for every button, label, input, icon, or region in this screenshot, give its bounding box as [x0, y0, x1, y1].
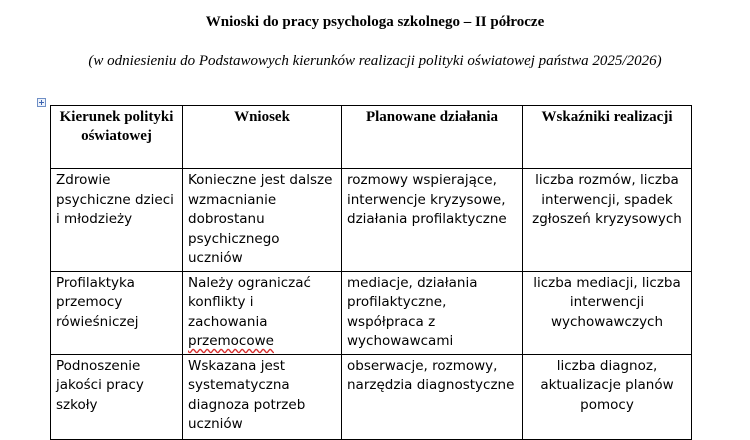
- table-header-row: [51, 106, 692, 169]
- cell-wniosek[interactable]: Wskazana jest systematyczna diagnoza potrzeb uczniów: [183, 354, 342, 439]
- header-wniosek: Wniosek: [183, 106, 342, 169]
- cell-kierunek[interactable]: Profilaktyka przemocy rówieśniczej: [51, 271, 183, 354]
- table-row: [51, 169, 692, 272]
- cell-wskazniki[interactable]: liczba rozmów, liczba interwencji, spadek zgłoszeń kryzysowych: [523, 169, 692, 272]
- cell-kierunek[interactable]: Zdrowie psychiczne dzieci i młodzieży: [51, 169, 183, 272]
- cell-dzialania[interactable]: mediacje, działania profilaktyczne, współpraca z wychowawcami: [342, 271, 523, 354]
- header-dzialania: Planowane działania: [342, 106, 523, 169]
- cell-wniosek-text: Należy ograniczać konflikty i zachowania: [188, 274, 311, 330]
- table-move-handle-icon[interactable]: [37, 98, 46, 107]
- header-wskazniki: Wskaźniki realizacji: [523, 106, 692, 169]
- table-row: [51, 271, 692, 354]
- cell-wskazniki[interactable]: liczba diagnoz, aktualizacje planów pomocy: [523, 354, 692, 439]
- header-kierunek: Kierunek polityki oświatowej: [51, 106, 183, 169]
- cell-dzialania[interactable]: rozmowy wspierające, interwencje kryzysowe, działania profilaktyczne: [342, 169, 523, 272]
- cell-wskazniki[interactable]: liczba mediacji, liczba interwencji wychowawczych: [523, 271, 692, 354]
- cell-kierunek[interactable]: Podnoszenie jakości pracy szkoły: [51, 354, 183, 439]
- document-title: Wnioski do pracy psychologa szkolnego – II półrocze: [205, 14, 545, 30]
- spellcheck-flagged-word: przemocowe: [188, 333, 274, 349]
- cell-wniosek[interactable]: [183, 271, 342, 354]
- table-row: [51, 354, 692, 439]
- cell-wniosek[interactable]: Konieczne jest dalsze wzmacnianie dobrostanu psychicznego uczniów: [183, 169, 342, 272]
- document-subtitle: (w odniesieniu do Podstawowych kierunków realizacji polityki oświatowej państwa 2025/2026): [88, 53, 662, 69]
- cell-dzialania[interactable]: obserwacje, rozmowy, narzędzia diagnostyczne: [342, 354, 523, 439]
- conclusions-table: [50, 105, 692, 440]
